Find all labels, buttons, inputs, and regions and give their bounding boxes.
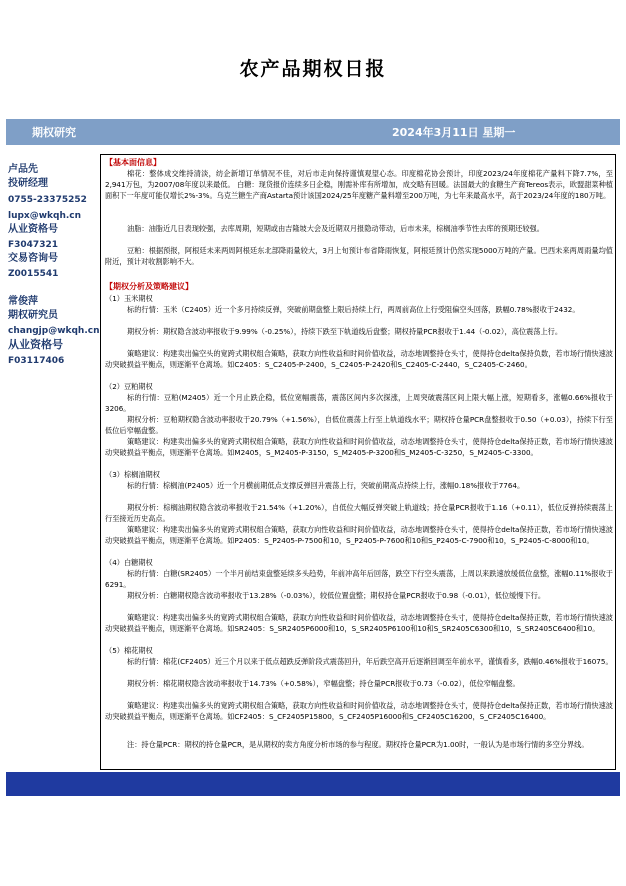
analyst-title: 期权研究员 [8, 310, 58, 321]
analyst-sidebar [6, 152, 100, 772]
consult-number: Z0015541 [8, 269, 59, 279]
strategy-title: 【期权分析及策略建议】 [105, 282, 193, 291]
corn-strategy: 策略建议：构建卖出偏空头的宽跨式期权组合策略，获取方向性收益和时间价值收益，动态地调整持仓头寸，使得持仓delta保持负数，若市场行情快速波动突破损益平衡点，则逐渐平仓离场。如C2405：S_C2405-P-2400，S_C2405-P-2420和S_C2405-C-2440，S_C2405-C-2460。 [105, 349, 613, 369]
basic-info-title: 【基本面信息】 [105, 158, 161, 167]
corn-market: 标的行情：玉米（C2405）近一个多月持续反弹，突破前期盘整上限后持续上行，两周前高位上行受阻偏空头回落，跌幅0.78%报收于2432。 [127, 305, 580, 314]
analyst-email: lupx@wkqh.cn [8, 211, 82, 221]
department-label: 期权研究 [32, 126, 76, 139]
license-label: 从业资格号 [8, 338, 63, 351]
basic-paragraph: 豆粕：根据预报，阿根廷未来两周阿根廷东北部降雨量较大，3月上旬预计布省降雨恢复，阿根廷预计仍然实现5000万吨的产量。巴西未来两周雨量均值附近，预计对收割影响不大。 [105, 246, 613, 266]
analyst-phone: 0755-23375252 [8, 195, 87, 205]
sugar-analysis: 期权分析：白糖期权隐含波动率报收于13.28%（-0.03%），较低位置盘整；期权持仓量PCR报收于0.98（-0.01），低位缓慢下行。 [127, 591, 546, 600]
report-title: 农产品期权日报 [239, 58, 387, 80]
footer-bar [6, 772, 620, 796]
report-body [100, 154, 616, 770]
soymeal-heading: （2）豆粕期权 [105, 382, 153, 391]
palmoil-analysis: 期权分析：棕榈油期权隐含波动率报收于21.54%（+1.20%），自低位大幅反弹突破上轨道线；持仓量PCR报收于1.16（+0.11），低位反弹持续震荡上行至接近历史高点。 [105, 503, 613, 523]
analyst-email: changjp@wkqh.cn [8, 326, 100, 336]
report-date: 2024年3月11日 星期一 [392, 126, 516, 139]
palmoil-market: 标的行情：棕榈油(P2405）近一个月横前期低点支撑反弹回升震荡上行，突破前期高点持续上行，涨幅0.18%报收于7764。 [127, 481, 525, 490]
analyst-title: 投研经理 [8, 178, 48, 189]
cotton-market: 标的行情：棉花(CF2405）近三个月以来于低点超跌反弹阶段式震荡回升，年后跌空高开后逐渐回调至年前水平，谨慎看多，跌幅0.46%报收于16075。 [127, 657, 613, 666]
analyst-name: 常俊萍 [8, 296, 38, 307]
basic-paragraph: 棉花：整体成交维持清淡，纺企新增订单情况不佳，对后市走向保持谨慎观望心态。印度棉花协会预计，印度2023/24年度棉花产量料下降7.7%，至2,941万包，为2007/08年度以来最低。 白糖：现货报价连续多日企稳，刚需补库有所增加，成交略有回暖。法国最大的食糖生产商Tereos表示，欧盟甜菜种植面积下一年度可能仅增长2%-3%。乌克兰糖生产商Astarta预计该国2024/25年度糖产量料增至200万吨，为七年来最高水平，高于2023/24年度的180万吨。 [105, 169, 613, 200]
palmoil-heading: （3）棕榈油期权 [105, 470, 160, 479]
soymeal-strategy: 策略建议：构建卖出偏多头的宽跨式期权组合策略，获取方向性收益和时间价值收益，动态地调整持仓头寸，使得持仓delta保持正数，若市场行情快速波动突破损益平衡点，则逐渐平仓离场。如M2405，S_M2405-P-3150，S_M2405-P-3200和S_M2405-C-3250，S_M2405-C-3300。 [105, 437, 613, 457]
consult-label: 交易咨询号 [8, 253, 58, 264]
basic-paragraph: 油脂：油脂近几日表现较强，去库周期，短期或由吉隆坡大会及近期双月报隐动带动，后市未来，棕榈油季节性去库的预期还较强。 [127, 224, 544, 233]
cotton-heading: （5）棉花期权 [105, 646, 153, 655]
license-label: 从业资格号 [8, 224, 58, 235]
license-number: F3047321 [8, 240, 58, 250]
sugar-strategy: 策略建议：构建卖出偏多头的宽跨式期权组合策略，获取方向性收益和时间价值收益，动态地调整持仓头寸，使得持仓delta保持正数，若市场行情快速波动突破损益平衡点，则逐渐平仓离场。如SR2405：S_SR2405P6000和10，S_SR2405P6100和10和S_SR2405C6300和10，S_SR2405C6400和10。 [105, 613, 613, 633]
soymeal-market: 标的行情：豆粕(M2405）近一个月止跌企稳，低位宽幅震荡，震荡区间内多次探涨，上周突破震荡区间上限大幅上涨，短期看多，涨幅0.66%报收于3206。 [105, 393, 613, 413]
license-number: F03117406 [8, 356, 65, 366]
corn-heading: （1）玉米期权 [105, 294, 153, 303]
cotton-strategy: 策略建议：构建卖出偏多头的宽跨式期权组合策略，获取方向性收益和时间价值收益，动态地调整持仓头寸，使得持仓delta保持正数，若市场行情快速波动突破损益平衡点，则逐渐平仓离场。如CF2405：S_CF2405P15800，S_CF2405P16000和S_CF2405C16200，S_CF2405C16400。 [105, 701, 613, 721]
sugar-heading: （4）白糖期权 [105, 558, 153, 567]
palmoil-strategy: 策略建议：构建卖出偏多头的宽跨式期权组合策略，获取方向性收益和时间价值收益，动态地调整持仓头寸，使得持仓delta保持正数，若市场行情快速波动突破损益平衡点，则逐渐平仓离场。如P2405：S_P2405-P-7500和10，S_P2405-P-7600和10和S_P2405-C-7900和10，S_P2405-C-8000和10。 [105, 525, 613, 545]
cotton-analysis: 期权分析：棉花期权隐含波动率报收于14.73%（+0.58%），窄幅盘整；持仓量PCR报收于0.73（-0.02），低位窄幅盘整。 [127, 679, 520, 688]
sugar-market: 标的行情：白糖(SR2405）一个半月前结束盘整延续多头趋势，年前冲高年后回落，跌空下行空头震荡，上周以来跌速放缓低位盘整，涨幅0.11%报收于6291。 [105, 569, 613, 589]
pcr-note: 注：持仓量PCR：期权的持仓量PCR，是从期权的卖方角度分析市场的参与程度。期权持仓量PCR为1.00时，一般认为是市场行情的多空分界线。 [127, 740, 589, 749]
header-bar [6, 119, 620, 145]
corn-analysis: 期权分析：期权隐含波动率报收于9.99%（-0.25%），持续下跌至下轨道线后盘整；期权持量PCR报收于1.44（-0.02），高位震荡上行。 [127, 327, 563, 336]
analyst-name: 卢品先 [8, 164, 38, 175]
soymeal-analysis: 期权分析：豆粕期权隐含波动率报收于20.79%（+1.56%），自低位震荡上行至上轨道线水平；期权持仓量PCR盘整报收于0.50（+0.03），持续下行至低位后窄幅盘整。 [105, 415, 613, 435]
